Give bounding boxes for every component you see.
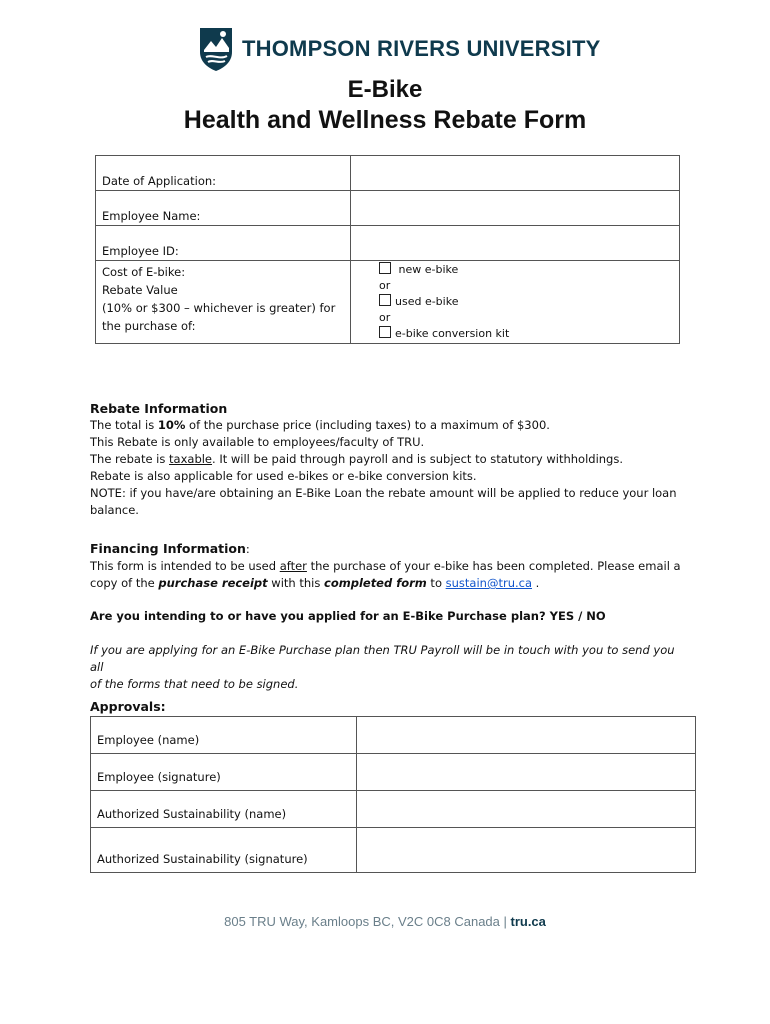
application-table	[95, 155, 680, 344]
employee-name-signoff-field[interactable]	[357, 717, 696, 754]
approvals-table	[90, 716, 696, 873]
approval-label: Authorized Sustainability (name)	[91, 791, 357, 828]
payroll-note: of the forms that need to be signed.	[90, 677, 299, 691]
rebate-purchase-label: the purchase of:	[102, 319, 196, 333]
tru-crest-icon	[198, 26, 234, 72]
footer	[0, 914, 770, 929]
used-ebike-checkbox[interactable]	[379, 294, 391, 306]
university-name: THOMPSON RIVERS UNIVERSITY	[242, 36, 601, 61]
employee-name-label: Employee Name:	[96, 191, 351, 226]
approval-label: Authorized Sustainability (signature)	[91, 828, 357, 873]
sustainability-signature-field[interactable]	[357, 828, 696, 873]
used-ebike-label: used e-bike	[395, 295, 459, 308]
conversion-kit-checkbox[interactable]	[379, 326, 391, 338]
rebate-line: The total is 10% of the purchase price (including taxes) to a maximum of $300.	[90, 418, 550, 432]
new-ebike-checkbox[interactable]	[379, 262, 391, 274]
date-label: Date of Application:	[96, 156, 351, 191]
approval-label: Employee (signature)	[91, 754, 357, 791]
approvals-heading: Approvals:	[90, 699, 166, 714]
sustainability-name-field[interactable]	[357, 791, 696, 828]
employee-id-field[interactable]	[351, 226, 680, 261]
cost-rebate-cell	[96, 261, 351, 344]
rebate-heading: Rebate Information	[90, 401, 228, 416]
new-ebike-label: new e-bike	[398, 263, 459, 276]
or-text: or	[379, 279, 391, 292]
tru-logo	[198, 26, 600, 72]
financing-line: This form is intended to be used after the purchase of your e-bike has been completed. Please email a	[90, 559, 681, 573]
rebate-information	[90, 400, 690, 519]
email-link[interactable]: sustain@tru.ca	[445, 576, 533, 590]
footer-site-link[interactable]: tru.ca	[510, 914, 546, 929]
rebate-line: The rebate is taxable. It will be paid through payroll and is subject to statutory withholdings.	[90, 452, 624, 466]
purchase-options	[351, 261, 680, 344]
cost-label: Cost of E-bike:	[102, 265, 186, 279]
rebate-value-label: Rebate Value	[102, 283, 178, 297]
purchase-plan-question: Are you intending to or have you applied for an E-Bike Purchase plan? YES / NO	[90, 609, 606, 623]
employee-name-field[interactable]	[351, 191, 680, 226]
financing-information: Financing Information: This form is intended to be used after the purchase of your e-bike has been completed. Please email a copy of the purchase receipt with this completed form to sustain@tru.ca . Are you intending to or have you applied for an E-Bike Purchase plan? YES / NO If you are applying for an E-Bike Purchase plan then TRU Payroll will be in touch with you to send you all of the forms that need to be signed.	[90, 540, 690, 693]
financing-heading: Financing Information	[90, 541, 246, 556]
form-title: E-Bike	[347, 76, 423, 103]
rebate-line: NOTE: if you have/are obtaining an E-Bike Loan the rebate amount will be applied to reduce your loan	[90, 486, 677, 500]
date-field[interactable]	[351, 156, 680, 191]
rebate-line: balance.	[90, 503, 139, 517]
payroll-note: If you are applying for an E-Bike Purchase plan then TRU Payroll will be in touch with you to send you all	[90, 643, 675, 674]
or-text: or	[379, 311, 391, 324]
footer-address: 805 TRU Way, Kamloops BC, V2C 0C8 Canada |	[224, 914, 511, 929]
rebate-value-detail: (10% or $300 – whichever is greater) for	[102, 301, 336, 315]
form-subtitle: Health and Wellness Rebate Form	[183, 106, 587, 134]
financing-line: copy of the purchase receipt with this completed form to sustain@tru.ca .	[90, 576, 540, 590]
employee-id-label: Employee ID:	[96, 226, 351, 261]
approval-label: Employee (name)	[91, 717, 357, 754]
employee-signature-field[interactable]	[357, 754, 696, 791]
rebate-line: Rebate is also applicable for used e-bikes or e-bike conversion kits.	[90, 469, 477, 483]
conversion-kit-label: e-bike conversion kit	[395, 327, 510, 340]
rebate-line: This Rebate is only available to employees/faculty of TRU.	[90, 435, 425, 449]
